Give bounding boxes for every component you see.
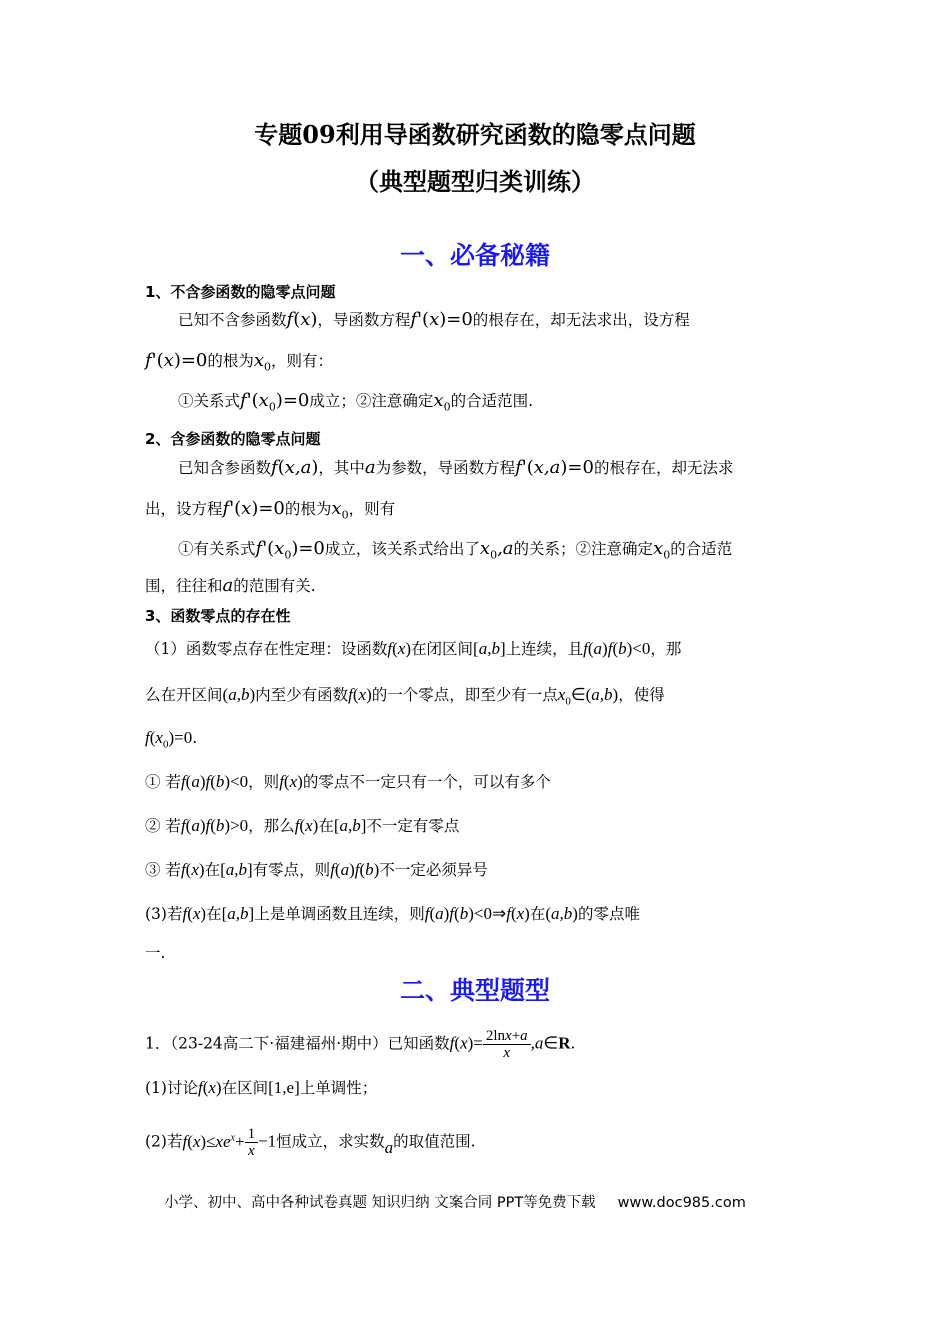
- bullet-3: ③ 若f(x)在[a,b]有零点，则f(a)f(b)不一定必须异号: [145, 860, 488, 879]
- para-2-line-1: 已知含参函数f(x,a)，其中a为参数，导函数方程f'(x,a)=0的根存在，却无法求: [178, 457, 734, 478]
- doc-subtitle: （典型题型归类训练）: [355, 167, 595, 196]
- subheading-1: 1、不含参函数的隐零点问题: [145, 283, 336, 301]
- doc-title: 专题09利用导函数研究函数的隐零点问题: [254, 120, 696, 149]
- page-footer: [164, 1191, 746, 1212]
- footer-url[interactable]: www.doc985.com: [617, 1195, 746, 1211]
- para-4-line-1: (3)若f(x)在[a,b]上是单调函数且连续，则f(a)f(b)<0⇒f(x)在(a,b)的零点唯: [145, 904, 640, 923]
- question-1-stem: 1．（23-24高二下·福建福州·期中）已知函数f(x)= $\frac{2\ln x+a}{x}$ ,a∈R.: [145, 1028, 576, 1061]
- para-3-line-3: $f(x_0)=0$.: [145, 728, 198, 751]
- subheading-3: 3、函数零点的存在性: [145, 607, 291, 625]
- section-heading-2: 二、典型题型: [399, 976, 550, 1005]
- para-2-line-3: ①有关系式$f'(x_0)=0$成立，该关系式给出了$x_0,a$的关系；②注意确定$x_0$的合适范: [178, 538, 733, 562]
- para-3-line-1: （1）函数零点存在性定理：设函数f(x)在闭区间[a,b]上连续，且f(a)f(b)<0，那: [145, 639, 682, 658]
- question-1-part-2: (2)若$f(x)\le xe^x+$ $\frac{1}{x}$ −1恒成立，求实数a的取值范围.: [145, 1126, 476, 1159]
- bullet-1: ① 若f(a)f(b)<0，则f(x)的零点不一定只有一个，可以有多个: [145, 772, 551, 791]
- bullet-2: ② 若f(a)f(b)>0，那么f(x)在[a,b]不一定有零点: [145, 816, 460, 835]
- para-2-line-2: 出，设方程f'(x)=0的根为$x_0$，则有: [145, 498, 396, 522]
- section-heading-1: 一、必备秘籍: [399, 241, 550, 270]
- question-1-part-1: (1)讨论f(x)在区间[1,e]上单调性；: [145, 1078, 378, 1097]
- para-1-line-3: ①关系式$f'(x_0)=0$成立；②注意确定$x_0$的合适范围.: [178, 390, 533, 414]
- footer-text: 小学、初中、高中各种试卷真题 知识归纳 文案合同 PPT等免费下载: [164, 1195, 596, 1211]
- fraction-2lnx-plus-a-over-x: $\frac{2\ln x+a}{x}$: [483, 1028, 531, 1061]
- para-1-line-2: f'(x)=0的根为$x_0$，则有：: [145, 350, 334, 374]
- para-1-line-1: 已知不含参函数f(x)，导函数方程f'(x)=0的根存在，却无法求出，设方程: [178, 309, 690, 330]
- para-4-line-2: 一.: [145, 944, 166, 962]
- subheading-2: 2、含参函数的隐零点问题: [145, 430, 321, 448]
- fraction-1-over-x: $\frac{1}{x}$: [245, 1126, 259, 1159]
- para-2-line-4: 围，往往和a的范围有关.: [145, 575, 316, 596]
- para-3-line-2: 么在开区间(a,b)内至少有函数f(x)的一个零点，即至少有一点$x_0\in(a,b)$，使得: [145, 685, 665, 708]
